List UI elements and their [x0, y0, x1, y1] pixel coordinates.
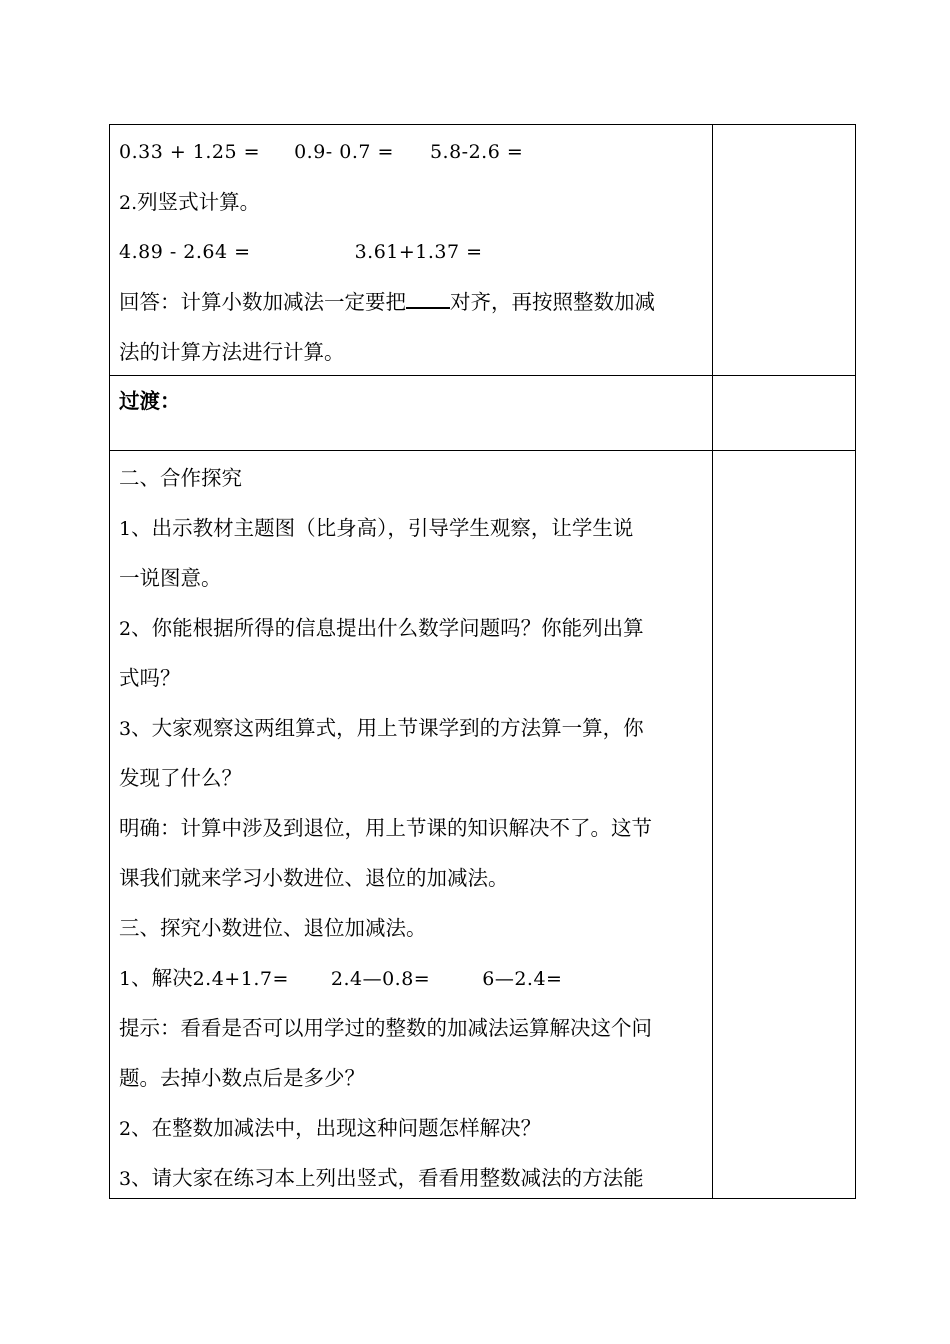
section-heading: 三、探究小数进位、退位加减法。	[119, 916, 427, 940]
table-row	[110, 375, 855, 450]
lesson-table	[109, 124, 856, 1199]
expression: 5.8-2.6 =	[429, 141, 524, 163]
expression: 0.9- 0.7 =	[294, 141, 394, 163]
line-text: 、大家观察这两组算式，用上节课学到的方法算一算，你	[131, 716, 644, 740]
fill-blank	[406, 287, 450, 309]
item-number: 2.	[119, 192, 138, 214]
notes-cell	[713, 125, 855, 375]
text-line: 提示：看看是否可以用学过的整数的加减法运算解决这个问	[119, 1016, 652, 1040]
line-text: 、请大家在练习本上列出竖式，看看用整数减法的方法能	[131, 1166, 644, 1190]
text-line	[119, 953, 712, 1003]
table-row	[110, 125, 855, 375]
content-cell	[110, 376, 713, 450]
text-line	[119, 603, 712, 653]
answer-line-continued: 法的计算方法进行计算。	[119, 340, 345, 364]
expression-line	[119, 227, 712, 277]
section-heading: 二、合作探究	[119, 466, 242, 490]
answer-line	[119, 277, 712, 327]
text-line: 一说图意。	[119, 566, 222, 590]
answer-text-end: 对齐，再按照整数加减	[450, 290, 655, 314]
notes-cell	[713, 451, 855, 1198]
item-number: 1	[119, 968, 132, 990]
text-line	[119, 1153, 712, 1203]
content-cell	[110, 451, 713, 1198]
section-label: 过渡：	[119, 389, 181, 413]
line-text: 、你能根据所得的信息提出什么数学问题吗？你能列出算	[131, 616, 644, 640]
item-number: 2	[119, 618, 132, 640]
answer-text-start: 回答：计算小数加减法一定要把	[119, 290, 406, 314]
text-line: 题。去掉小数点后是多少？	[119, 1066, 365, 1090]
line-text: 、在整数加减法中，出现这种问题怎样解决？	[131, 1116, 542, 1140]
text-line: 课我们就来学习小数进位、退位的加减法。	[119, 866, 509, 890]
instruction-line	[119, 177, 712, 227]
expression: 2.4+1.7=	[192, 968, 289, 990]
text-line: 明确：计算中涉及到退位，用上节课的知识解决不了。这节	[119, 816, 652, 840]
expression-line	[119, 127, 712, 177]
line-text: 、解决	[131, 966, 193, 990]
expression: 3.61+1.37 =	[354, 241, 483, 263]
item-number: 3	[119, 718, 132, 740]
expression: 6—2.4=	[482, 968, 563, 990]
content-cell	[110, 125, 713, 375]
notes-cell	[713, 376, 855, 450]
expression: 4.89 - 2.64 =	[119, 241, 251, 263]
text-line	[119, 503, 712, 553]
line-text: 、出示教材主题图（比身高），引导学生观察，让学生说	[131, 516, 634, 540]
text-line	[119, 1103, 712, 1153]
expression: 0.33 + 1.25 =	[119, 141, 261, 163]
expression: 2.4—0.8=	[330, 968, 431, 990]
text-line: 发现了什么？	[119, 766, 242, 790]
text-line: 式吗？	[119, 666, 181, 690]
table-row	[110, 450, 855, 1198]
instruction-text: 列竖式计算。	[137, 190, 261, 214]
item-number: 1	[119, 518, 132, 540]
item-number: 2	[119, 1118, 132, 1140]
item-number: 3	[119, 1168, 132, 1190]
text-line	[119, 703, 712, 753]
